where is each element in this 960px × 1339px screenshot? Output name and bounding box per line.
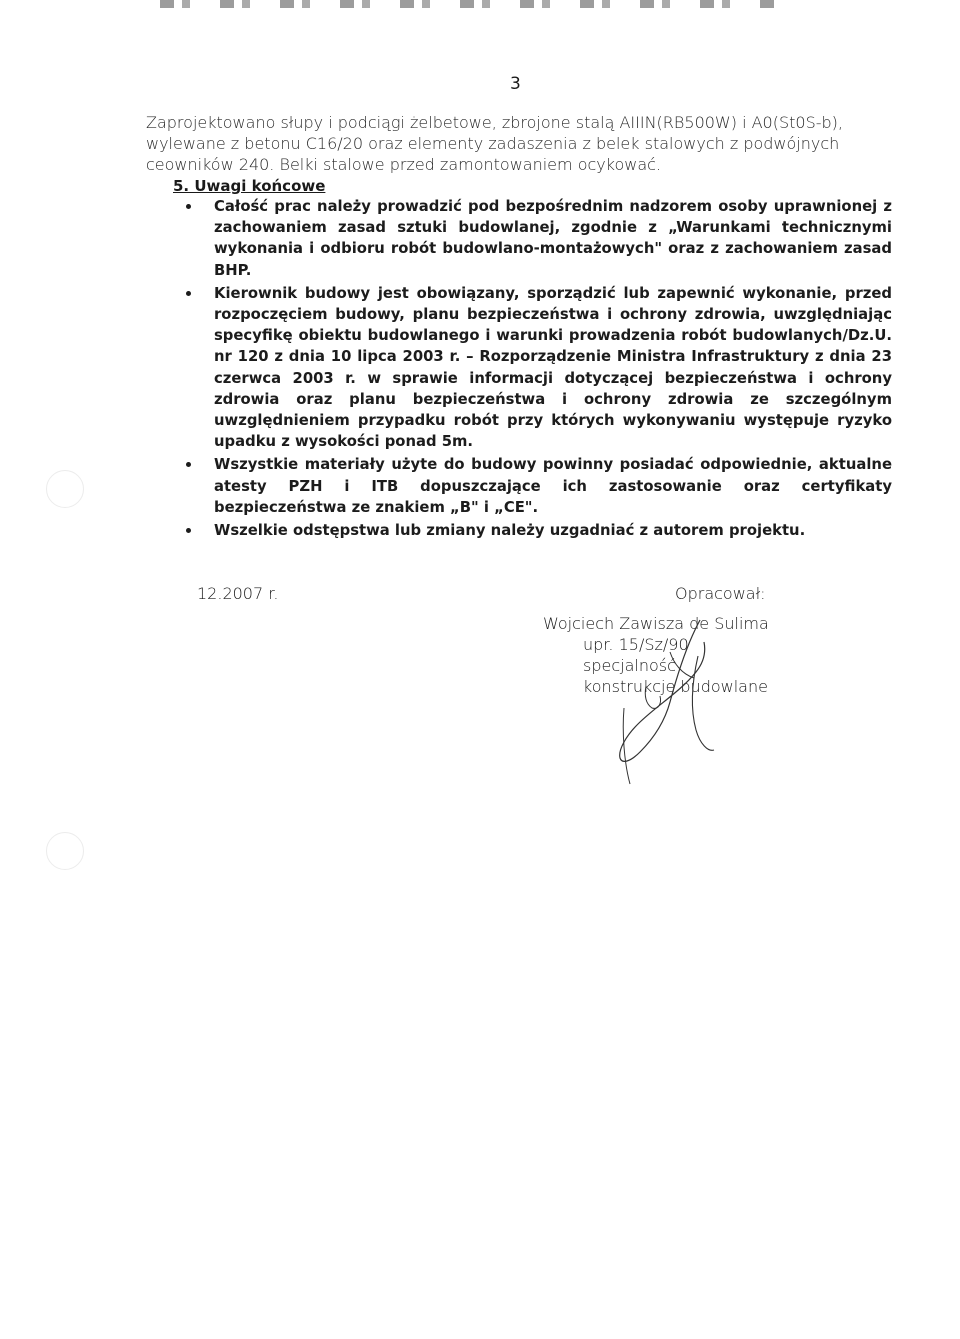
remark-text: Wszystkie materiały użyte do budowy powinny posiadać odpowiednie, aktualne atesty PZH i ITB dopuszczające ich zastosowanie oraz certyfikaty bezpieczeństwa ze znakiem „B" i „CE". <box>214 456 892 516</box>
remarks-list <box>186 196 892 541</box>
remark-item <box>186 454 892 518</box>
author-name: Wojciech Zawisza de Sulima <box>543 614 769 633</box>
intro-line: Zaprojektowano słupy i podciągi żelbetowe, zbrojone stalą AIIIN(RB500W) i A0(St0S-b), <box>146 113 843 132</box>
remark-text: Całość prac należy prowadzić pod bezpośrednim nadzorem osoby uprawnionej z zachowaniem zasad sztuki budowlanej, zgodnie z „Warunkami technicznymi wykonania i odbioru robót budowlano-montażowych" oraz z zachowaniem zasad BHP. <box>214 198 892 279</box>
author-specialty-label: specjalność <box>583 656 676 675</box>
bullet-icon <box>186 291 191 296</box>
intro-line: wylewane z betonu C16/20 oraz elementy zadaszenia z belek stalowych z podwójnych <box>146 134 840 153</box>
page-number: 3 <box>510 74 521 94</box>
punch-hole-mark <box>46 832 84 870</box>
intro-paragraph <box>146 112 906 175</box>
remark-item <box>186 283 892 453</box>
remark-item <box>186 520 892 541</box>
scan-artifact-top <box>160 0 780 8</box>
document-date: 12.2007 r. <box>197 584 279 603</box>
remark-text: Kierownik budowy jest obowiązany, sporządzić lub zapewnić wykonanie, przed rozpoczęciem budowy, planu bezpieczeństwa i ochrony zdrowia, uwzględniając specyfikę obiektu budowlanego i warunki prowadzenia robót budowlanych/Dz.U. nr 120 z dnia 10 lipca 2003 r. – Rozporządzenie Ministra Infrastruktury z dnia 23 czerwca 2003 r. w sprawie informacji dotyczącej bezpieczeństwa i ochrony zdrowia oraz planu bezpieczeństwa i ochrony zdrowia ze szczególnym uwzględnieniem przypadku robót przy których wykonywaniu występuje ryzyko upadku z wysokości ponad 5m. <box>214 284 892 451</box>
intro-line: ceowników 240. Belki stalowe przed zamontowaniem ocykować. <box>146 155 661 174</box>
author-license: upr. 15/Sz/90 <box>583 635 689 654</box>
remark-item <box>186 196 892 281</box>
bullet-icon <box>186 528 191 533</box>
section-heading: 5. Uwagi końcowe <box>173 177 326 195</box>
bullet-icon <box>186 204 191 209</box>
handwritten-signature <box>600 612 740 792</box>
author-specialty: konstrukcje budowlane <box>583 677 768 696</box>
prepared-by-label: Opracował: <box>675 584 766 603</box>
punch-hole-mark <box>46 470 84 508</box>
remark-text: Wszelkie odstępstwa lub zmiany należy uzgadniać z autorem projektu. <box>214 522 806 540</box>
bullet-icon <box>186 462 191 467</box>
